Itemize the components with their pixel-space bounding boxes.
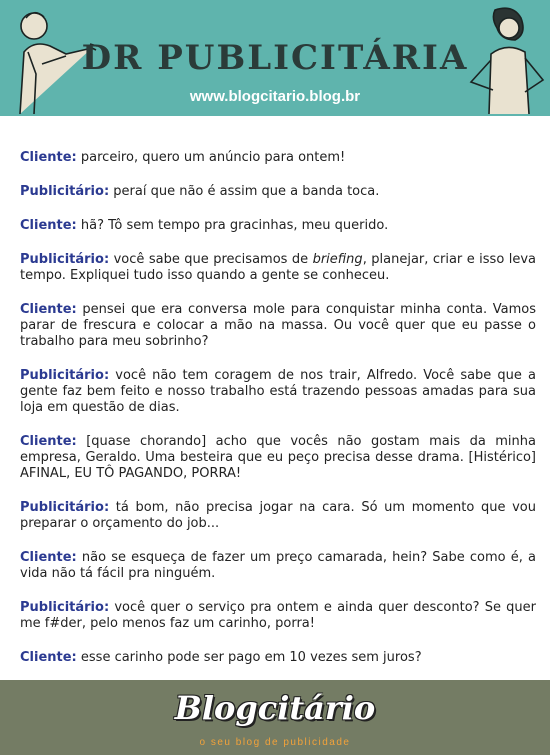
speaker-label: Cliente: [20, 302, 77, 317]
dialogue-line [20, 252, 536, 284]
page-title: DR PUBLICITÁRIA [81, 38, 469, 78]
speaker-label: Publicitário: [20, 368, 110, 383]
line-text: , planejar, criar e isso leva tempo. Expliquei tudo isso quando a gente se conheceu. [20, 252, 536, 283]
blog-logo: Blogcitário [174, 689, 376, 727]
dialogue-line [20, 434, 536, 482]
blog-url[interactable]: www.blogcitario.blog.br [189, 88, 361, 105]
dialogue-line [20, 368, 536, 416]
dialogue-line [20, 550, 536, 582]
dialogue-line [20, 650, 536, 666]
dialogue-line [20, 500, 536, 532]
dialogue-line [20, 218, 536, 234]
speaker-label: Cliente: [20, 434, 77, 449]
line-text: tá bom, não precisa jogar na cara. Só um momento que vou preparar o orçamento do job... [20, 500, 536, 531]
line-text: você sabe que precisamos de [109, 252, 313, 267]
dialogue-line [20, 150, 536, 166]
dialogue [20, 150, 536, 684]
speaker-label: Publicitário: [20, 184, 110, 199]
line-text: você quer o serviço pra ontem e ainda quer desconto? Se quer me f#der, pelo menos faz um carinho, porra! [20, 600, 536, 631]
speaker-label: Publicitário: [20, 252, 110, 267]
tagline: o seu blog de publicidade [199, 737, 351, 748]
line-text: [quase chorando] acho que vocês não gostam mais da minha empresa, Geraldo. Uma besteira que eu peço precisa desse drama. [Histérico] AFINAL, EU TÔ PAGANDO, PORRA! [20, 434, 536, 481]
footer-banner [0, 680, 550, 755]
speaker-label: Publicitário: [20, 600, 110, 615]
emphasis-text: briefing [312, 252, 363, 267]
dialogue-line [20, 600, 536, 632]
speaker-label: Cliente: [20, 550, 77, 565]
line-text: parceiro, quero um anúncio para ontem! [76, 150, 346, 165]
line-text: peraí que não é assim que a banda toca. [109, 184, 380, 199]
header-banner [0, 0, 550, 116]
line-text: não se esqueça de fazer um preço camarada, hein? Sabe como é, a vida não tá fácil pra ninguém. [20, 550, 536, 581]
dialogue-line [20, 302, 536, 350]
speaker-label: Cliente: [20, 650, 77, 665]
speaker-label: Cliente: [20, 150, 77, 165]
line-text: você não tem coragem de nos trair, Alfredo. Você sabe que a gente faz bem feito e nosso trabalho está trazendo pessoas amadas para sua loja em questão de dias. [20, 368, 536, 415]
line-text: esse carinho pode ser pago em 10 vezes sem juros? [76, 650, 422, 665]
line-text: pensei que era conversa mole para conquistar minha conta. Vamos parar de frescura e colocar a mão na massa. Ou você quer que eu passe o trabalho para meu sobrinho? [20, 302, 536, 349]
speaker-label: Cliente: [20, 218, 77, 233]
line-text: hã? Tô sem tempo pra gracinhas, meu querido. [76, 218, 389, 233]
speaker-label: Publicitário: [20, 500, 110, 515]
dialogue-line [20, 184, 536, 200]
